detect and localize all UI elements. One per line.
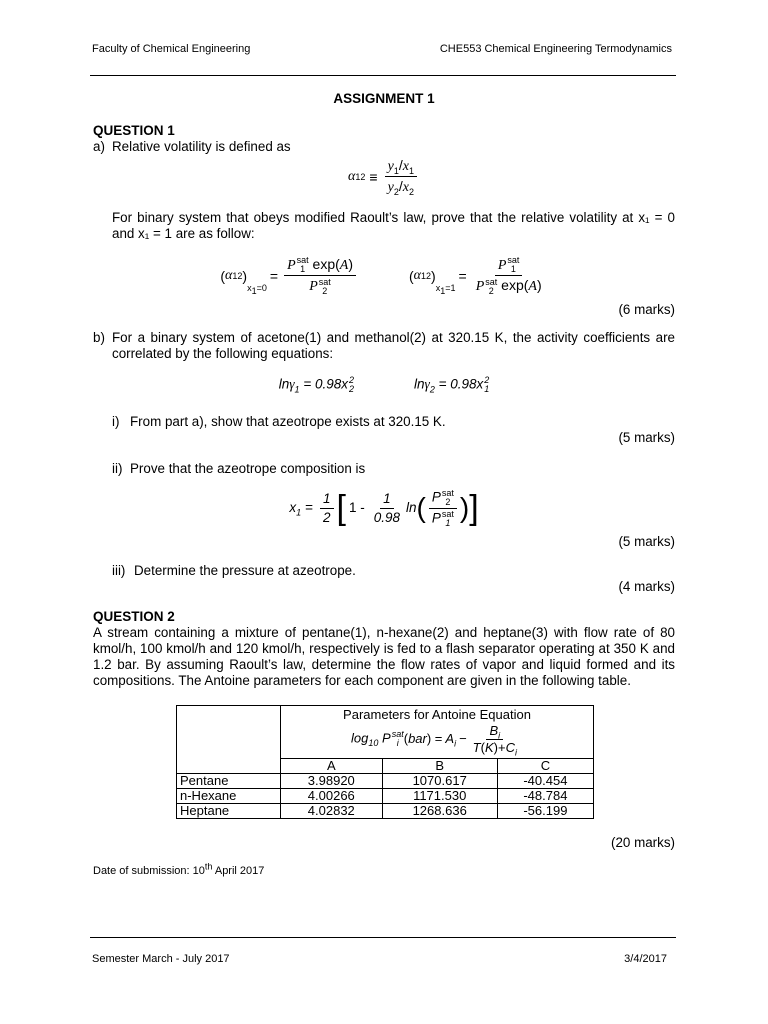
table-title-cell bbox=[281, 705, 594, 758]
q1b-i-text: From part a), show that azeotrope exists at 320.15 K. bbox=[130, 413, 446, 429]
activity-coefficient-equations bbox=[93, 376, 675, 394]
col-header-c: C bbox=[497, 758, 593, 773]
cell-b: 1171.530 bbox=[382, 788, 497, 803]
submission-date bbox=[93, 860, 675, 879]
antoine-parameters-table bbox=[176, 705, 594, 819]
footer-date: 3/4/2017 bbox=[624, 953, 667, 965]
q1b-ii-marks: (5 marks) bbox=[618, 533, 675, 549]
cell-a: 4.02832 bbox=[281, 803, 383, 818]
header-faculty: Faculty of Chemical Engineering bbox=[92, 43, 251, 55]
q1b-i bbox=[93, 414, 675, 430]
table-row bbox=[177, 803, 594, 818]
submission-date-sup: th bbox=[204, 860, 213, 871]
q1b-ii bbox=[93, 461, 675, 477]
header-course: CHE553 Chemical Engineering Termodynamics bbox=[439, 43, 672, 55]
q1b-label: b) bbox=[93, 329, 105, 345]
cell-a: 3.98920 bbox=[281, 773, 383, 788]
footer-semester: Semester March - July 2017 bbox=[92, 953, 230, 965]
question-1-heading: QUESTION 1 bbox=[93, 123, 175, 138]
submission-date-prefix: Date of submission: 10 bbox=[93, 864, 205, 877]
cell-c: -48.784 bbox=[497, 788, 593, 803]
q1b-iii-text: Determine the pressure at azeotrope. bbox=[134, 562, 356, 578]
ln-gamma1-equation: lnγ$_1$ = 0.98x 2 2 bbox=[278, 374, 354, 394]
question-2-heading: QUESTION 2 bbox=[93, 608, 175, 624]
q1b-i-marks: (5 marks) bbox=[618, 429, 675, 445]
azeotrope-composition-equation: $x_1$ = $\frac{1}{2}$ [ 1 - $\frac{1}{0.98}$ ln ( P sat 2 P sat 1 ) ] bbox=[289, 487, 479, 528]
ln-gamma2-equation: lnγ$_2$ = 0.98x 2 1 bbox=[414, 374, 490, 394]
q1b-text: For a binary system of acetone(1) and methanol(2) at 320.15 K, the activity coefficients are correlated by the following equations: bbox=[112, 329, 675, 361]
submission-date-suffix: April 2017 bbox=[212, 864, 265, 877]
footer-rule bbox=[90, 937, 676, 938]
q1b-intro bbox=[93, 330, 675, 362]
cell-c: -56.199 bbox=[497, 803, 593, 818]
q1a-prove-text: For binary system that obeys modified Raoult’s law, prove that the relative volatility at x₁ = 0 and x₁ = 1 are as follow: bbox=[112, 210, 675, 241]
table-row bbox=[177, 788, 594, 803]
q1a-label: a) bbox=[93, 139, 105, 154]
relative-volatility-equation: α 12 ≡ $\frac{y_1/x_1}{y_2/x_2}$ bbox=[93, 157, 675, 196]
q1a-text: Relative volatility is defined as bbox=[112, 139, 291, 154]
row-name: n-Hexane bbox=[177, 788, 281, 803]
table-corner-cell bbox=[177, 705, 281, 773]
col-header-b: B bbox=[382, 758, 497, 773]
q1a-intro bbox=[93, 139, 675, 155]
q1b-ii-label: ii) bbox=[112, 460, 123, 476]
q1b-iii-marks: (4 marks) bbox=[618, 578, 675, 594]
assignment-body bbox=[93, 91, 675, 879]
volatility-at-x1-0: ( α 12 ) $x_1=0$ = P sat 1 exp(A) P sat 2 bbox=[220, 256, 359, 296]
q1b-iii bbox=[93, 563, 675, 579]
col-header-a: A bbox=[281, 758, 383, 773]
q1b-ii-text: Prove that the azeotrope composition is bbox=[130, 460, 366, 476]
cell-c: -40.454 bbox=[497, 773, 593, 788]
q2-text: A stream containing a mixture of pentane(1), n-hexane(2) and heptane(3) with flow rate of 80 kmol/h, 100 kmol/h and 120 kmol/h, respectively is fed to a flash separator operating at 350 K and 1.2 bar. By assuming Raoult’s law, determine the flow rates of vapor and liquid formed and its compositions. The Antoine parameters for each component are given in the following table. bbox=[93, 624, 675, 688]
q1a-marks: (6 marks) bbox=[618, 301, 675, 317]
header-rule bbox=[90, 75, 676, 76]
antoine-equation: $\log_{10} P$ sat i (bar) = $A_i$ − $\frac{B_i}{T(K)+C_i}$ bbox=[351, 722, 517, 758]
table-header-row bbox=[177, 705, 594, 758]
q1b-iii-label: iii) bbox=[112, 562, 126, 578]
cell-b: 1070.617 bbox=[382, 773, 497, 788]
row-name: Pentane bbox=[177, 773, 281, 788]
table-title: Parameters for Antoine Equation bbox=[343, 706, 531, 722]
q1b-i-label: i) bbox=[112, 413, 120, 429]
row-name: Heptane bbox=[177, 803, 281, 818]
cell-a: 4.00266 bbox=[281, 788, 383, 803]
assignment-title: ASSIGNMENT 1 bbox=[333, 91, 435, 106]
limiting-volatility-equations bbox=[93, 256, 675, 296]
cell-b: 1268.636 bbox=[382, 803, 497, 818]
volatility-at-x1-1: ( α 12 ) $x_1=1$ = P sat 1 P sat 2 exp(A) bbox=[409, 255, 542, 296]
table-row bbox=[177, 773, 594, 788]
q2-marks: (20 marks) bbox=[611, 834, 675, 850]
